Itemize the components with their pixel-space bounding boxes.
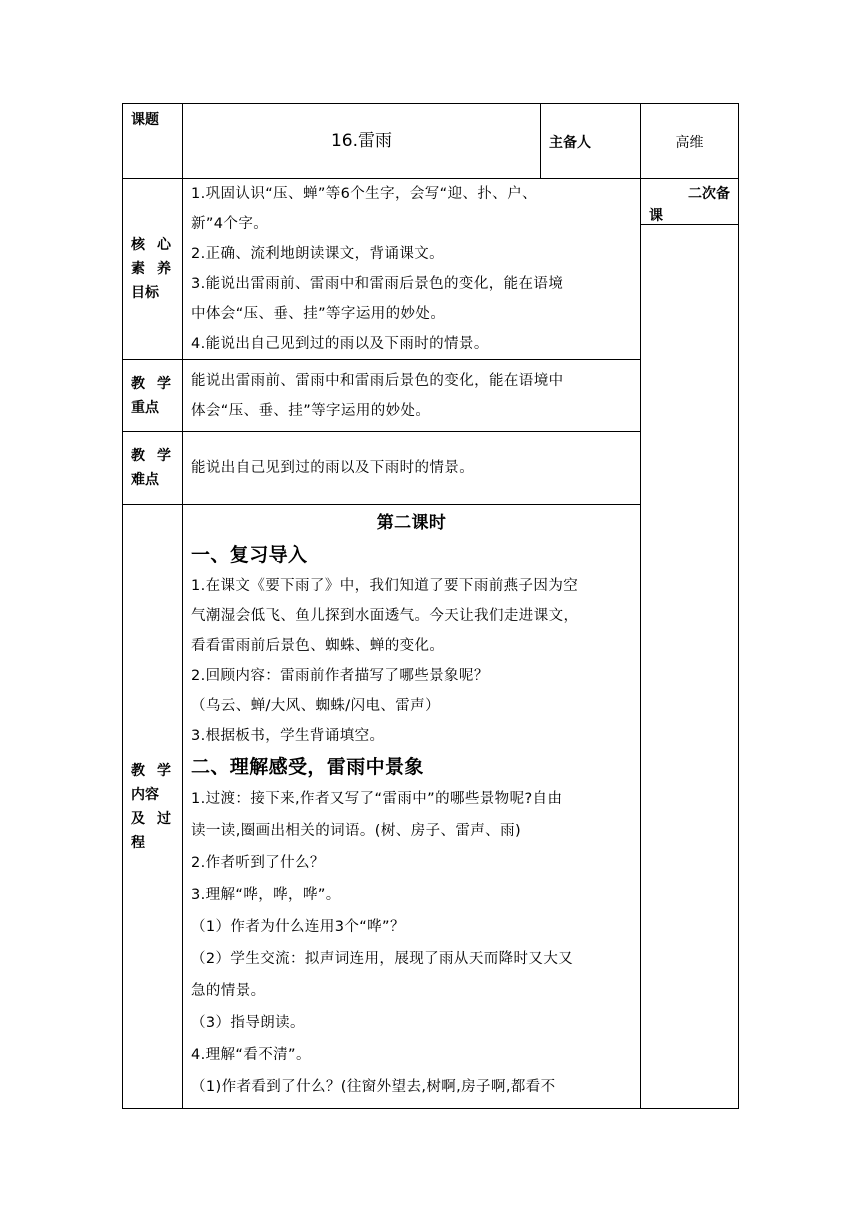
process-line: 1.过渡：接下来,作者又写了“雷雨中”的哪些景物呢?自由 <box>191 791 563 807</box>
core-goals-row <box>123 179 739 360</box>
core-goal-line: 4.能说出自己见到过的雨以及下雨时的情景。 <box>191 336 489 352</box>
key-point-line: 能说出雷雨前、雷雨中和雷雨后景色的变化，能在语境中 <box>191 373 564 389</box>
key-label-char: 学 <box>157 375 171 392</box>
process-line: 气潮湿会低飞、鱼儿探到水面透气。今天让我们走进课文， <box>191 608 579 624</box>
core-label-line: 目标 <box>131 285 159 301</box>
section-heading-review: 一、复习导入 <box>191 544 308 566</box>
core-goal-line: 1.巩固认识“压、蝉”等6个生字，会写“迎、扑、户、 <box>191 186 537 202</box>
key-points-label <box>123 372 182 420</box>
core-goal-line: 中体会“压、垂、挂”等字运用的妙处。 <box>191 306 446 322</box>
key-points-content <box>183 360 641 432</box>
difficulties-content <box>183 432 641 505</box>
core-goal-line: 2.正确、流利地朗读课文，背诵课文。 <box>191 246 445 262</box>
process-line: 3.根据板书，学生背诵填空。 <box>191 728 385 744</box>
diff-label-char: 教 <box>131 448 145 464</box>
second-prep-label-2: 课 <box>649 208 663 224</box>
difficulty-text: 能说出自己见到过的雨以及下雨时的情景。 <box>191 460 475 476</box>
proc-label-char: 及 <box>131 810 145 827</box>
section-heading-understand: 二、理解感受，雷雨中景象 <box>191 756 424 778</box>
lesson-title: 16.雷雨 <box>330 131 393 151</box>
proc-label-char: 学 <box>157 762 171 779</box>
proc-label-line: 内容 <box>131 786 159 803</box>
second-prep-cell <box>641 179 739 1109</box>
difficulties-label-cell <box>123 432 183 505</box>
key-points-label-cell <box>123 360 183 432</box>
process-line: （2）学生交流：拟声词连用，展现了雨从天而降时又大又 <box>191 951 574 967</box>
core-goal-line: 新”4个字。 <box>191 216 269 232</box>
title-cell <box>183 104 541 179</box>
process-line: 2.作者听到了什么？ <box>191 855 325 871</box>
core-label-char: 素 <box>131 261 145 277</box>
topic-label-cell <box>123 104 183 179</box>
core-label-char: 核 <box>131 237 145 253</box>
second-prep-header <box>641 179 738 225</box>
process-content <box>183 505 641 1109</box>
core-goals-content <box>183 179 641 360</box>
process-line: 4.理解“看不清”。 <box>191 1047 311 1063</box>
process-line: （3）指导朗读。 <box>191 1015 305 1031</box>
diff-label-char: 学 <box>157 448 171 464</box>
key-point-line: 体会“压、垂、挂”等字运用的妙处。 <box>191 403 431 419</box>
process-line: 看看雷雨前后景色、蜘蛛、蝉的变化。 <box>191 638 445 654</box>
proc-label-char: 过 <box>157 810 171 827</box>
session-heading: 第二课时 <box>376 513 447 533</box>
process-line: 急的情景。 <box>191 983 266 999</box>
core-label-cell <box>123 179 183 360</box>
process-line: 3.理解“哗，哗，哗”。 <box>191 887 341 903</box>
proc-label-line: 程 <box>131 834 145 851</box>
process-line: 2.回顾内容：雷雨前作者描写了哪些景象呢？ <box>191 668 489 684</box>
preparer-name: 高维 <box>675 135 704 151</box>
diff-label-line: 难点 <box>131 472 159 488</box>
core-label-char: 养 <box>157 261 171 277</box>
difficulties-label <box>123 444 182 492</box>
proc-label-char: 教 <box>131 762 145 779</box>
process-line: （1)作者看到了什么？(往窗外望去,树啊,房子啊,都看不 <box>191 1079 556 1095</box>
key-label-char: 教 <box>131 375 145 392</box>
process-label <box>123 759 182 855</box>
preparer-label: 主备人 <box>549 135 591 151</box>
process-line: 1.在课文《要下雨了》中，我们知道了要下雨前燕子因为空 <box>191 578 579 594</box>
key-label-line: 重点 <box>131 399 159 416</box>
lesson-plan-table <box>122 103 739 1109</box>
process-line: （1）作者为什么连用3个“哗”？ <box>191 919 405 935</box>
process-line: 读一读,圈画出相关的词语。(树、房子、雷声、雨) <box>191 823 522 839</box>
core-label-char: 心 <box>157 237 171 253</box>
header-row <box>123 104 739 179</box>
preparer-name-cell <box>641 104 739 179</box>
preparer-label-cell <box>541 104 641 179</box>
core-goal-line: 3.能说出雷雨前、雷雨中和雷雨后景色的变化，能在语境 <box>191 276 564 292</box>
core-goals-label <box>123 233 182 305</box>
second-prep-label: 二次备 <box>688 186 730 202</box>
process-label-cell <box>123 505 183 1109</box>
topic-label: 课题 <box>131 112 159 128</box>
process-line: （乌云、蝉/大风、蜘蛛/闪电、雷声） <box>191 698 440 714</box>
